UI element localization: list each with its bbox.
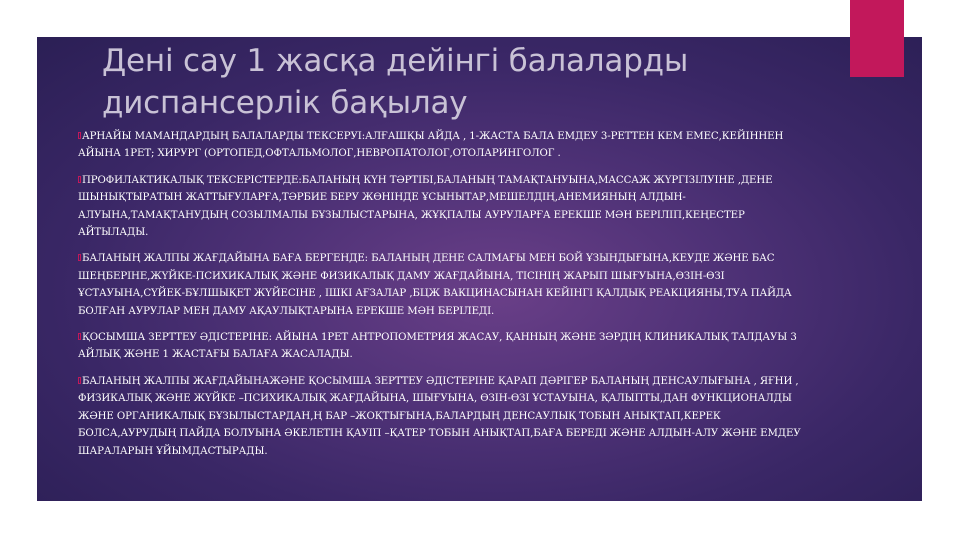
bullet-item xyxy=(78,250,818,320)
bullet-text: БАЛАНЫҢ ЖАЛПЫ ЖАҒДАЙЫНАЖӘНЕ ҚОСЫМША ЗЕРТТЕУ ӘДІСТЕРІНЕ ҚАРАП ДӘРІГЕР БАЛАНЫҢ ДЕНСАУЛЫҒЫНА , ЯҒНИ , ФИЗИКАЛЫҚ ЖӘНЕ ЖҮЙКЕ –ПСИХИКАЛЫҚ ЖАҒДАЙЫНА, ШЫҒУЫНА, ӨЗІН-ӨЗІ ҰСТАУЫНА, ҚАЛЫПТЫ,ДАН ФУНКЦИОНАЛДЫ ЖӘНЕ ОРГАНИКАЛЫҚ БҰЗЫЛЫСТАРДАН,Ң БАР –ЖОҚТЫҒЫНА,БАЛАРДЫҢ ДЕНСАУЛЫҚ ТОБЫН АНЫҚТАП,КЕРЕК БОЛСА,АУРУДЫҢ ПАЙДА БОЛУЫНА ӘКЕЛЕТІН ҚАУІП –ҚАТЕР ТОБЫН АНЫҚТАП,БАҒА БЕРЕДІ ЖӘНЕ АЛДЫН-АЛУ ЖӘНЕ ЕМДЕУ ШАРАЛАРЫН ҰЙЫМДАСТЫРАДЫ. xyxy=(78,375,801,457)
bullet-text: ПРОФИЛАКТИКАЛЫҚ ТЕКСЕРІСТЕРДЕ:БАЛАНЫҢ КҮН ТӘРТІБІ,БАЛАНЫҢ ТАМАҚТАНУЫНА,МАССАЖ ЖҮРГІЗІЛУІНЕ ,ДЕНЕ ШЫНЫҚТЫРАТЫН ЖАТТЫҒУЛАРҒА,ТӘРБИЕ БЕРУ ЖӨНІНДЕ ҰСЫНЫТАР,МЕШЕЛДІҢ,АНЕМИЯНЫҢ АЛДЫН-АЛУЫНА,ТАМАҚТАНУДЫҢ СОЗЫЛМАЛЫ БҰЗЫЛЫСТАРЫНА, ЖҰҚПАЛЫ АУРУЛАРҒА ЕРЕКШЕ МӘН БЕРІЛІП,КЕҢЕСТЕР АЙТЫЛАДЫ. xyxy=(78,174,773,239)
bullet-item xyxy=(78,172,818,242)
bullet-marker-icon xyxy=(78,333,81,340)
bullet-item xyxy=(78,329,818,364)
slide-title: Дені сау 1 жасқа дейінгі балаларды диспансерлік бақылау xyxy=(102,43,689,121)
bullet-item xyxy=(78,373,818,460)
bullet-text: ҚОСЫМША ЗЕРТТЕУ ӘДІСТЕРІНЕ: АЙЫНА 1РЕТ АНТРОПОМЕТРИЯ ЖАСАУ, ҚАННЫҢ ЖӘНЕ ЗӘРДІҢ КЛИНИКАЛЫҚ ТАЛДАУЫ 3 АЙЛЫҚ ЖӘНЕ 1 ЖАСТАҒЫ БАЛАҒА ЖАСАЛАДЫ. xyxy=(78,332,797,361)
bullet-marker-icon xyxy=(78,132,81,139)
bullet-item xyxy=(78,128,818,163)
bullet-text: АРНАЙЫ МАМАНДАРДЫҢ БАЛАЛАРДЫ ТЕКСЕРУІ:АЛҒАШҚЫ АЙДА , 1-ЖАСТА БАЛА ЕМДЕУ 3-РЕТТЕН КЕМ ЕМЕС,КЕЙІННЕН АЙЫНА 1РЕТ; ХИРУРГ (ОРТОПЕД,ОФТАЛЬМОЛОГ,НЕВРОПАТОЛОГ,ОТОЛАРИНГОЛОГ . xyxy=(78,131,784,160)
bullet-text: БАЛАНЫҢ ЖАЛПЫ ЖАҒДАЙЫНА БАҒА БЕРГЕНДЕ: БАЛАНЫҢ ДЕНЕ САЛМАҒЫ МЕН БОЙ ҰЗЫНДЫҒЫНА,КЕУДЕ ЖӘНЕ БАС ШЕҢБЕРІНЕ,ЖҮЙКЕ-ПСИХИКАЛЫҚ ЖӘНЕ ФИЗИКАЛЫҚ ДАМУ ЖАҒДАЙЫНА, ТІСІНІҢ ЖАРЫП ШЫҒУЫНА,ӨЗІН-ӨЗІ ҰСТАУЫНА,СҮЙЕК-БҰЛШЫҚЕТ ЖҮЙЕСІНЕ , ІШКІ АҒЗАЛАР ,БЦЖ ВАКЦИНАСЫНАН КЕЙІНГІ ҚАЛДЫҚ РЕАКЦИЯНЫ,ТУА ПАЙДА БОЛҒАН АУРУЛАР МЕН ДАМУ АҚАУЛЫҚТАРЫНА ЕРЕКШЕ МӘН БЕРІЛЕДІ. xyxy=(78,253,792,317)
bullet-marker-icon xyxy=(78,254,81,261)
bullet-marker-icon xyxy=(78,377,81,384)
bullet-marker-icon xyxy=(78,176,81,183)
accent-bar xyxy=(850,0,904,77)
bullet-list xyxy=(78,128,818,469)
